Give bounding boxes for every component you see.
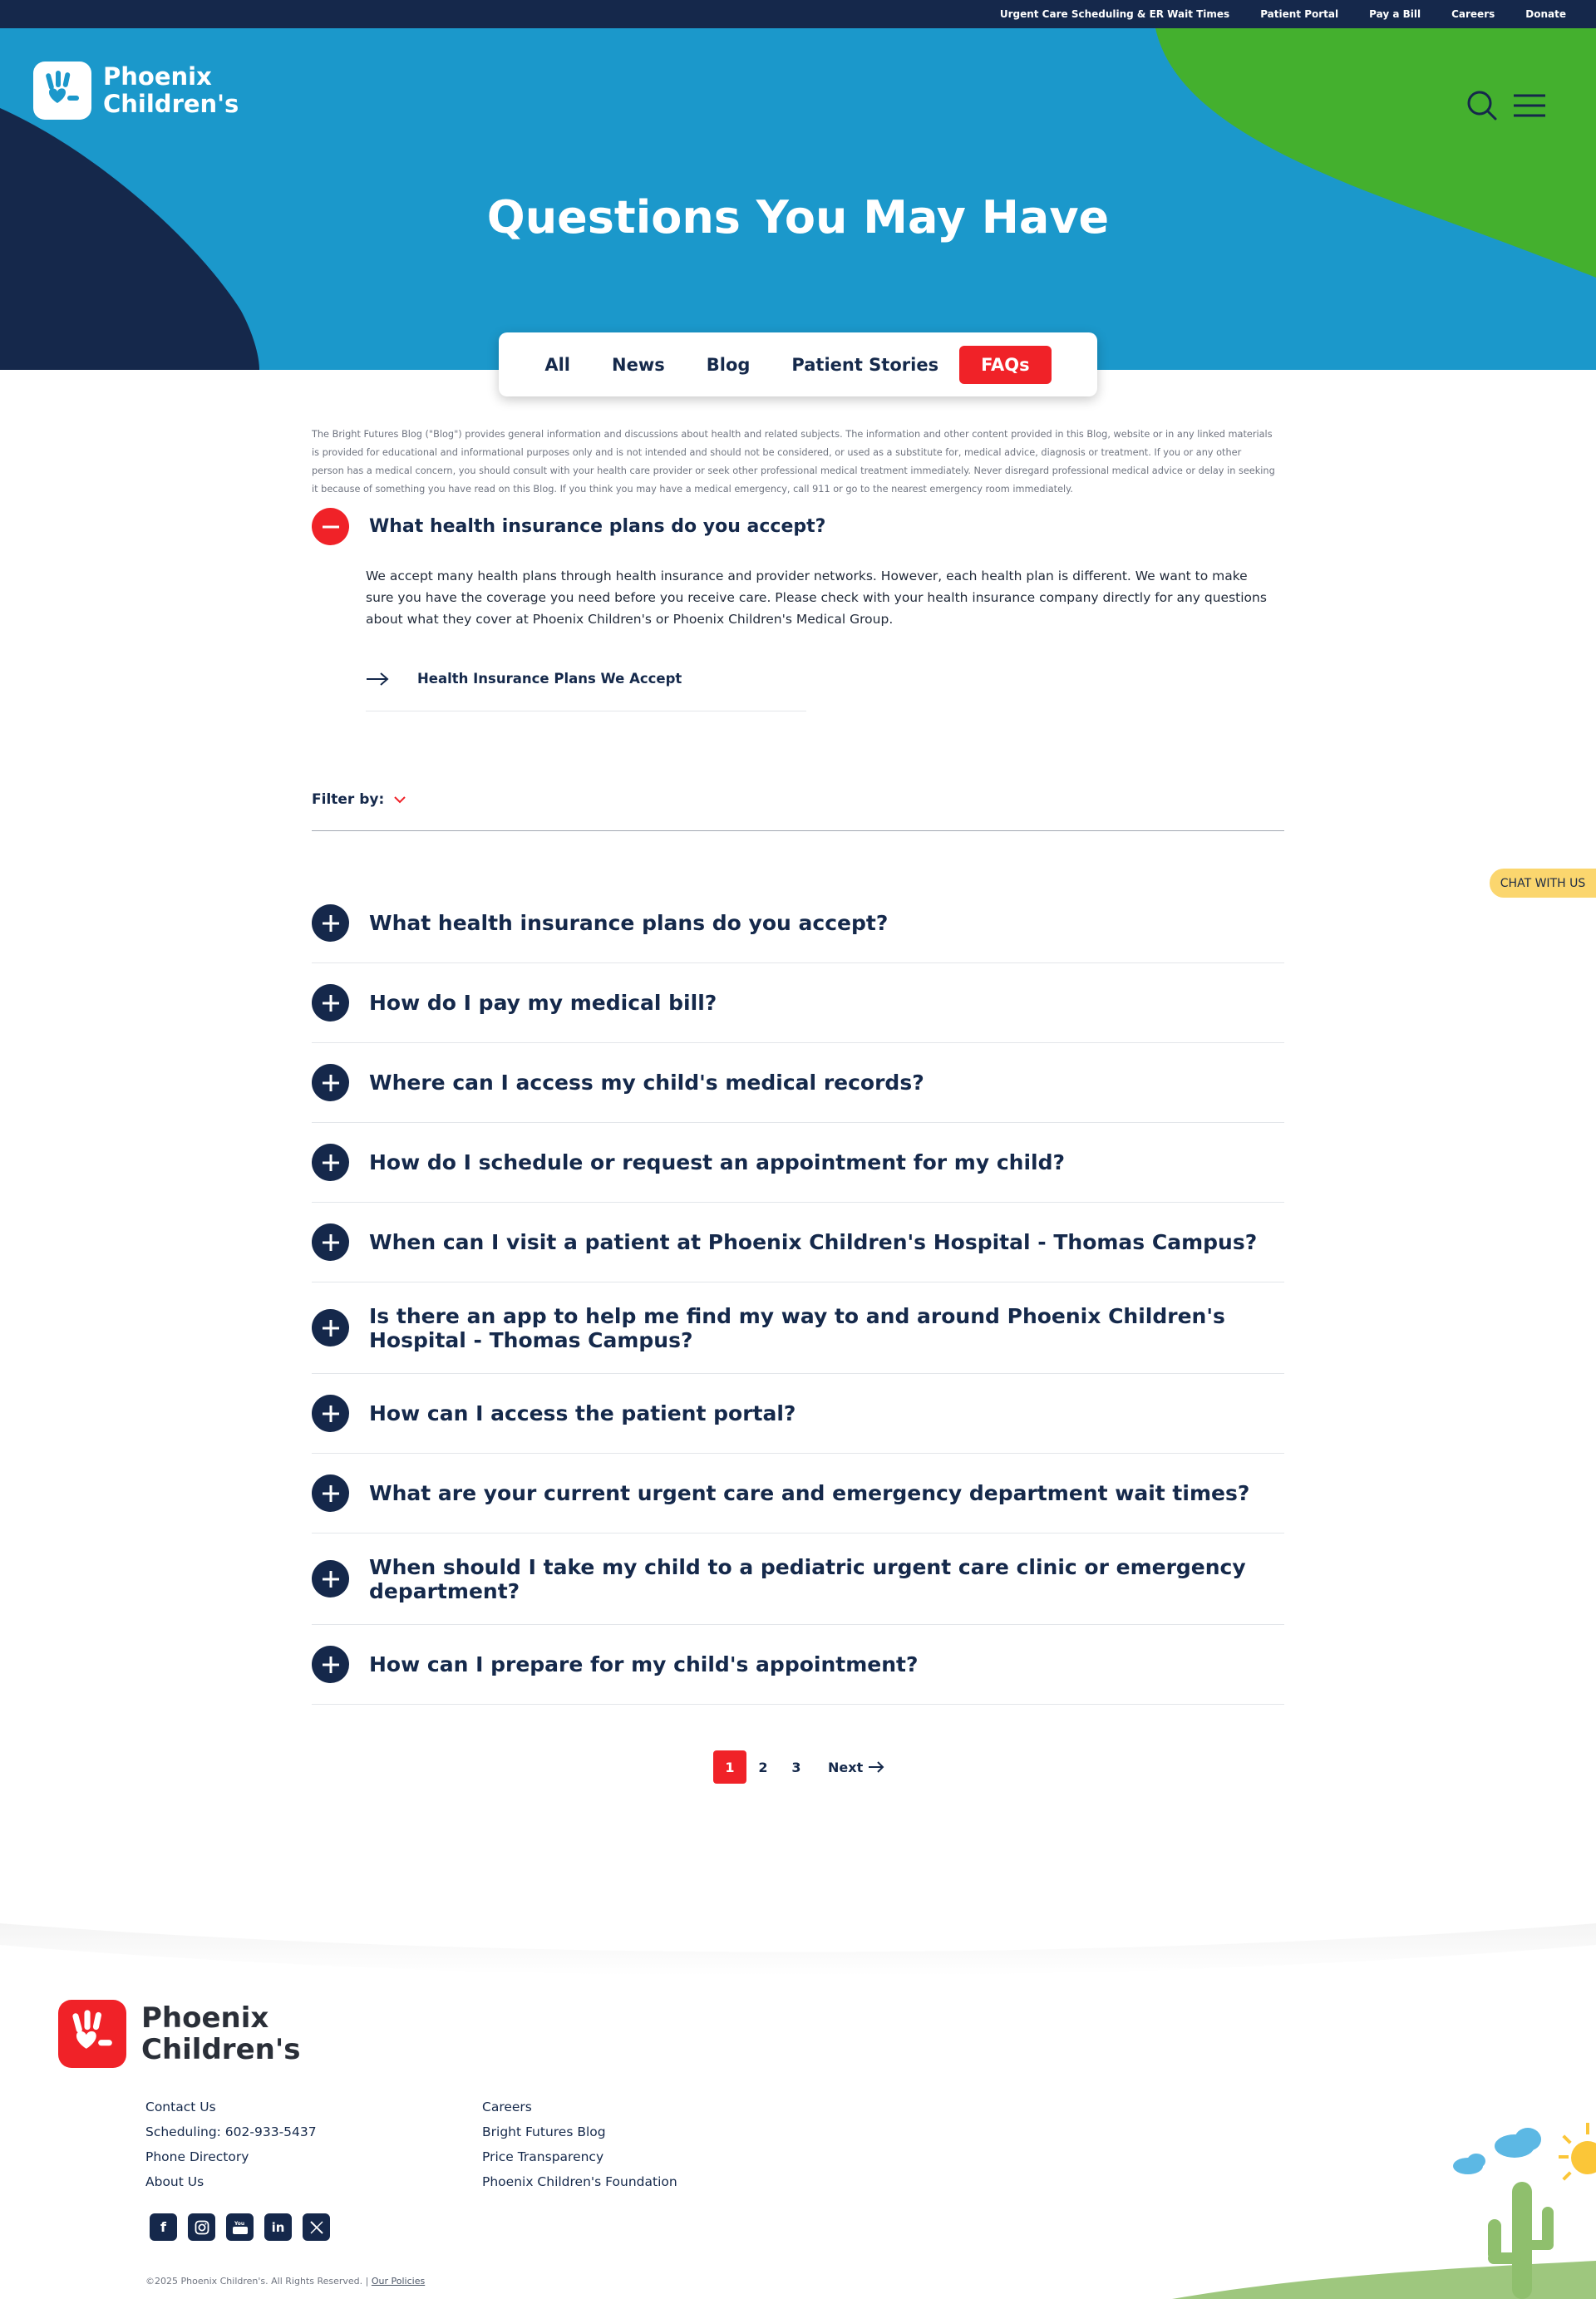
hand-heart-logo-icon (58, 2000, 126, 2068)
logo-line-1: Phoenix (103, 62, 212, 91)
footer-logo-line-1: Phoenix (141, 2001, 269, 2035)
linkedin-glyph: in (271, 2219, 285, 2235)
plus-icon[interactable] (312, 904, 349, 942)
filter-label: Filter by: (312, 791, 385, 808)
insurance-plans-link[interactable] (366, 662, 806, 711)
footer-logo[interactable] (58, 2000, 300, 2068)
chat-with-us-button[interactable]: CHAT WITH US (1490, 869, 1596, 898)
chevron-down-icon[interactable] (394, 796, 406, 804)
page-3-button[interactable]: 3 (791, 1759, 801, 1775)
utility-link-careers[interactable]: Careers (1451, 8, 1495, 20)
faq-item[interactable] (312, 963, 1284, 1043)
tab-news[interactable]: News (612, 354, 665, 375)
page-2-button[interactable]: 2 (758, 1759, 768, 1775)
filter-bar[interactable] (312, 781, 1284, 831)
plus-icon[interactable] (312, 1474, 349, 1512)
footer-column-1 (145, 2095, 317, 2194)
arrow-right-icon (868, 1761, 884, 1773)
x-icon[interactable] (303, 2213, 330, 2241)
featured-faq-header[interactable] (312, 508, 1284, 545)
footer-link-foundation[interactable]: Phoenix Children's Foundation (482, 2174, 677, 2189)
search-icon[interactable] (1466, 90, 1498, 121)
our-policies-link[interactable]: Our Policies (371, 2276, 426, 2287)
utility-link-donate[interactable]: Donate (1525, 8, 1566, 20)
faq-item[interactable] (312, 1123, 1284, 1203)
plus-icon[interactable] (312, 1560, 349, 1597)
site-footer (0, 1912, 1596, 2299)
page-1-button[interactable]: 1 (713, 1750, 746, 1784)
faq-question: What are your current urgent care and emergency department wait times? (369, 1481, 1250, 1505)
faq-item[interactable] (312, 1282, 1284, 1374)
faq-item[interactable] (312, 1533, 1284, 1625)
faq-item[interactable] (312, 1625, 1284, 1705)
footer-logo-line-2: Children's (141, 2033, 301, 2066)
utility-link-urgent-care[interactable]: Urgent Care Scheduling & ER Wait Times (999, 8, 1230, 20)
footer-link-careers[interactable]: Careers (482, 2100, 532, 2114)
logo-line-2: Children's (103, 90, 239, 118)
footer-link-price-transparency[interactable]: Price Transparency (482, 2149, 604, 2164)
footer-column-2 (482, 2095, 677, 2194)
footer-link-phone-directory[interactable]: Phone Directory (145, 2149, 249, 2164)
facebook-glyph: f (160, 2219, 166, 2235)
pagination (713, 1750, 884, 1784)
linkedin-icon[interactable] (264, 2213, 292, 2241)
faq-list (312, 884, 1284, 1705)
footer-link-blog[interactable]: Bright Futures Blog (482, 2124, 606, 2139)
page-title: Questions You May Have (486, 191, 1110, 244)
category-tabs (499, 332, 1097, 396)
faq-item[interactable] (312, 1203, 1284, 1282)
hamburger-menu-icon[interactable] (1513, 93, 1546, 118)
plus-icon[interactable] (312, 1064, 349, 1101)
instagram-icon[interactable] (188, 2213, 215, 2241)
arrow-right-icon (366, 672, 389, 687)
faq-question: How can I prepare for my child's appointment? (369, 1652, 919, 1676)
footer-link-about-us[interactable]: About Us (145, 2174, 204, 2189)
featured-faq-expanded (312, 508, 1284, 711)
hero-banner (0, 28, 1596, 370)
plus-icon[interactable] (312, 1309, 349, 1346)
faq-question: How can I access the patient portal? (369, 1401, 796, 1425)
social-links (150, 2213, 330, 2241)
tab-all[interactable]: All (544, 354, 571, 375)
faq-item[interactable] (312, 1374, 1284, 1454)
plus-icon[interactable] (312, 984, 349, 1022)
logo-wordmark (103, 63, 239, 118)
featured-faq-question: What health insurance plans do you accept? (369, 516, 826, 537)
copyright-text: ©2025 Phoenix Children's. All Rights Reserved. | (145, 2276, 369, 2287)
svg-text:You: You (234, 2220, 244, 2227)
plus-icon[interactable] (312, 1646, 349, 1683)
footer-link-contact-us[interactable]: Contact Us (145, 2100, 216, 2114)
next-page-button[interactable] (828, 1760, 884, 1775)
tab-patient-stories[interactable]: Patient Stories (791, 354, 939, 375)
blog-disclaimer: The Bright Futures Blog ("Blog") provides general information and discussions about health and related subjects. The information and other content provided in this Blog, website or in any linked materials is provided for educational and informational purposes only and is not intended and should not be considered, or used as a substitute for, medical advice, diagnosis or treatment. If you or any other person has a medical concern, you should consult with your health care provider or seek other professional medical treatment immediately. Never disregard professional medical advice or delay in seeking it because of something you have read on this Blog. If you think you may have a medical emergency, call 911 or go to the nearest emergency room immediately. (312, 429, 1275, 495)
footer-link-scheduling[interactable]: Scheduling: 602-933-5437 (145, 2124, 317, 2139)
faq-question: What health insurance plans do you accept? (369, 911, 889, 935)
utility-nav (0, 0, 1596, 28)
plus-icon[interactable] (312, 1395, 349, 1432)
featured-faq-answer: We accept many health plans through health insurance and provider networks. However, each health plan is different. We want to make sure you have the coverage you need before you receive care. Please check with your health insurance company directly for any questions about what they cover at Phoenix Children's or Phoenix Children's Medical Group. (366, 569, 1267, 627)
facebook-icon[interactable] (150, 2213, 177, 2241)
plus-icon[interactable] (312, 1144, 349, 1181)
hand-heart-logo-icon (33, 62, 91, 120)
site-logo[interactable] (33, 62, 239, 120)
copyright (145, 2276, 425, 2287)
faq-question: Where can I access my child's medical records? (369, 1071, 924, 1095)
faq-question: When can I visit a patient at Phoenix Children's Hospital - Thomas Campus? (369, 1230, 1258, 1254)
faq-question: How do I pay my medical bill? (369, 991, 717, 1015)
faq-item[interactable] (312, 1043, 1284, 1123)
tab-faqs[interactable]: FAQs (959, 346, 1052, 384)
minus-icon[interactable] (312, 508, 349, 545)
plus-icon[interactable] (312, 1223, 349, 1261)
footer-logo-wordmark (141, 2002, 300, 2065)
insurance-plans-link-label: Health Insurance Plans We Accept (417, 671, 682, 687)
faq-question: Is there an app to help me find my way to and around Phoenix Children's Hospital - Thomas Campus? (369, 1303, 1225, 1352)
youtube-icon[interactable] (226, 2213, 254, 2241)
utility-link-pay-bill[interactable]: Pay a Bill (1369, 8, 1421, 20)
next-page-label: Next (828, 1759, 864, 1775)
tab-blog[interactable]: Blog (706, 354, 751, 375)
faq-question: When should I take my child to a pediatric urgent care clinic or emergency department? (369, 1554, 1246, 1603)
faq-item[interactable] (312, 884, 1284, 963)
faq-item[interactable] (312, 1454, 1284, 1533)
utility-link-patient-portal[interactable]: Patient Portal (1260, 8, 1339, 20)
faq-question: How do I schedule or request an appointment for my child? (369, 1150, 1065, 1174)
